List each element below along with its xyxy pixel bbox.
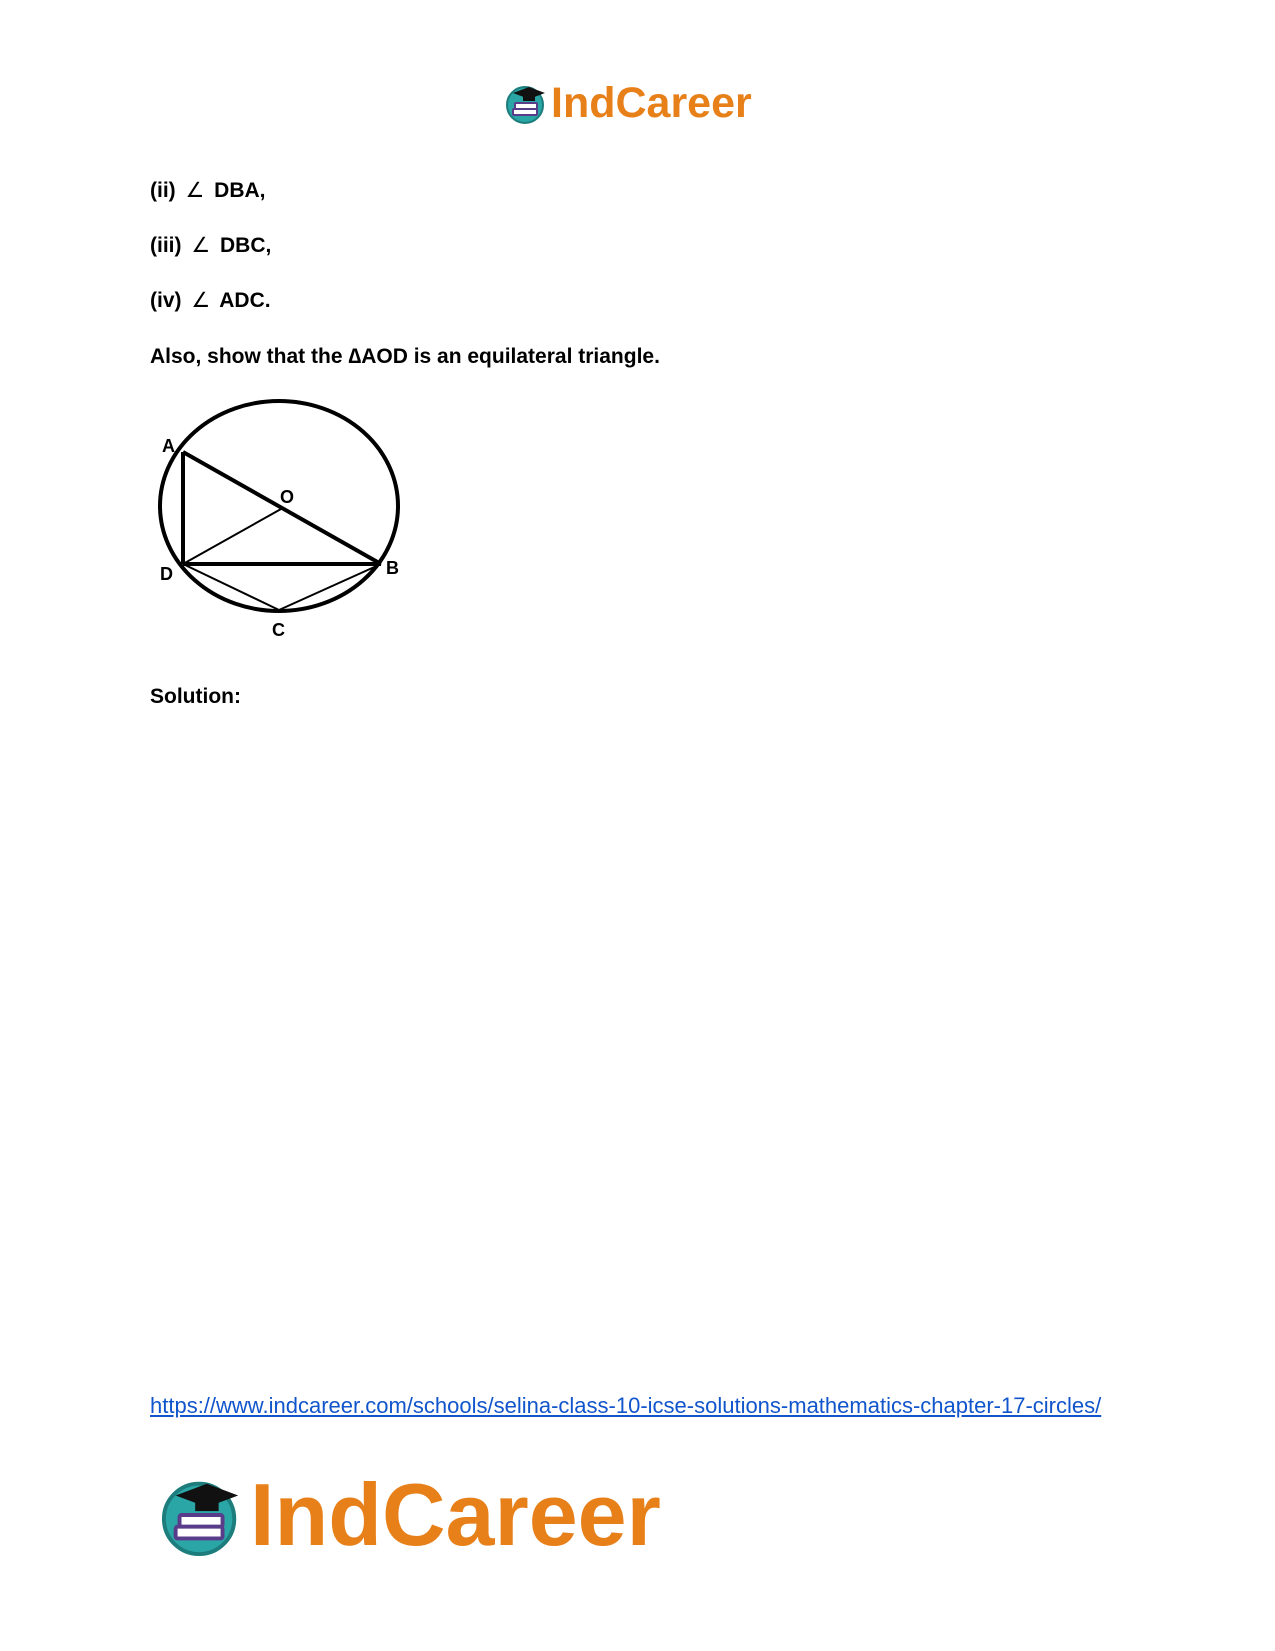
angle-symbol: ∠ bbox=[191, 289, 211, 312]
point-label-b: B bbox=[386, 558, 399, 578]
question-iii-prefix: (iii) bbox=[150, 234, 182, 257]
segment-do bbox=[183, 509, 281, 564]
point-label-a: A bbox=[162, 436, 175, 456]
point-label-c: C bbox=[272, 620, 285, 640]
source-link[interactable]: https://www.indcareer.com/schools/selina-class-10-icse-solutions-mathematics-chapter-17-circles/ bbox=[150, 1393, 1102, 1418]
footer-logo-text: IndCareer bbox=[250, 1465, 661, 1564]
question-ii bbox=[150, 178, 266, 204]
angle-symbol: ∠ bbox=[191, 234, 211, 257]
question-ii-text: DBA, bbox=[214, 179, 266, 202]
header-logo-text: IndCareer bbox=[551, 79, 752, 127]
question-iv-prefix: (iv) bbox=[150, 289, 182, 312]
graduation-cap-books-globe-icon bbox=[160, 1472, 246, 1558]
graduation-cap-books-globe-icon bbox=[505, 81, 549, 125]
question-iv bbox=[150, 288, 271, 314]
question-ii-prefix: (ii) bbox=[150, 179, 176, 202]
question-iii-text: DBC, bbox=[220, 234, 272, 257]
angle-symbol: ∠ bbox=[185, 179, 205, 202]
segment-cb bbox=[279, 564, 381, 610]
footer-logo bbox=[160, 1465, 661, 1564]
point-label-o: O bbox=[280, 487, 295, 507]
point-label-d: D bbox=[160, 564, 173, 584]
question-iii bbox=[150, 233, 271, 259]
circle-figure bbox=[150, 398, 410, 648]
question-also: Also, show that the ∆AOD is an equilateral triangle. bbox=[150, 345, 660, 368]
header-logo bbox=[505, 80, 752, 126]
solution-label: Solution: bbox=[150, 685, 241, 708]
question-iv-text: ADC. bbox=[219, 289, 271, 312]
